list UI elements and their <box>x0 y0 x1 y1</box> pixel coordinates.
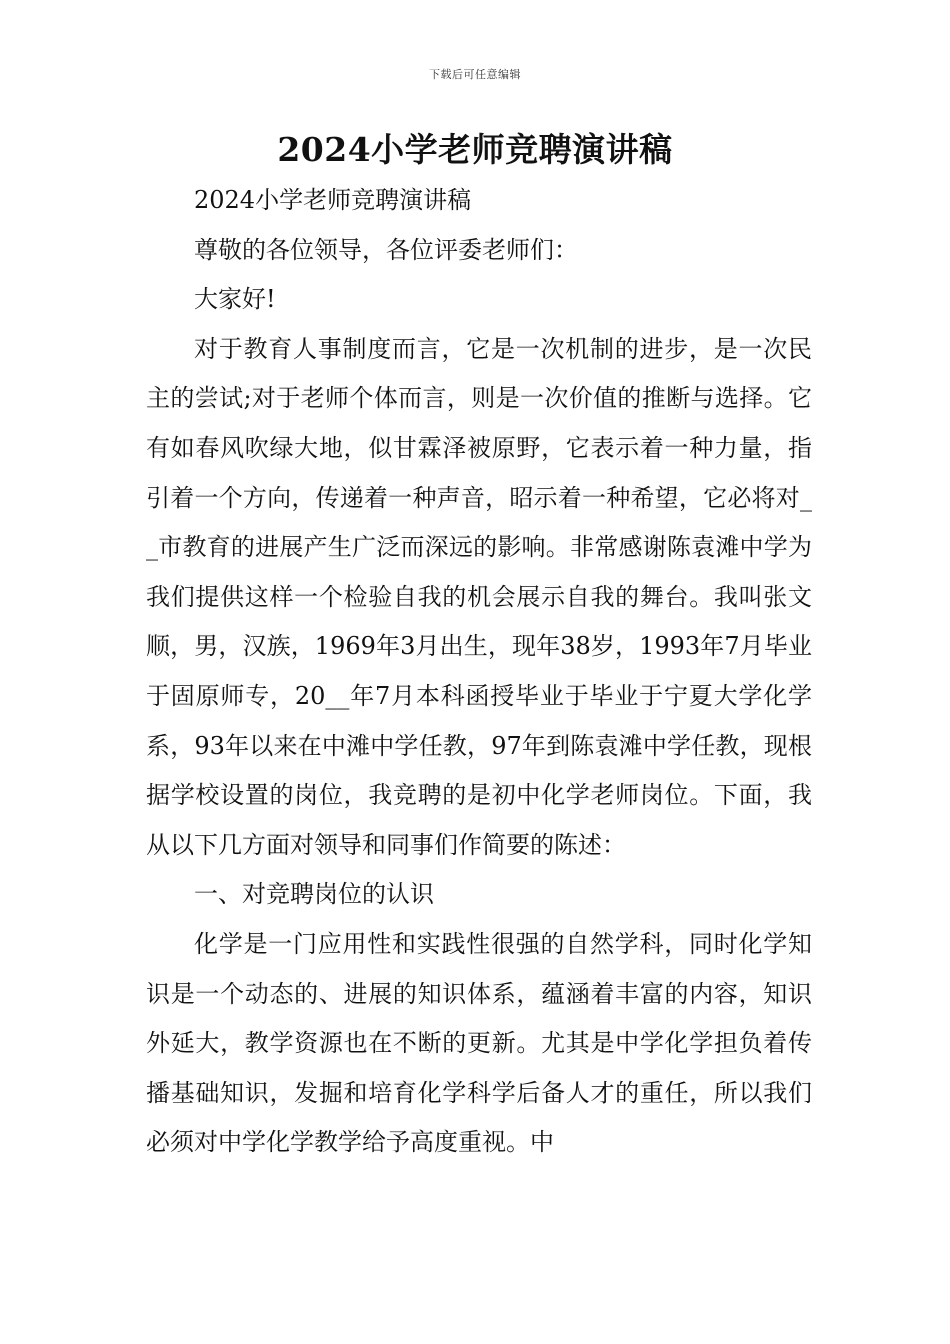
paragraph-salutation: 尊敬的各位领导，各位评委老师们： <box>194 235 578 264</box>
paragraph-subtitle: 2024小学老师竞聘演讲稿 <box>194 186 472 214</box>
header-note: 下载后可任意编辑 <box>429 68 521 81</box>
paragraph-introduction: 对于教育人事制度而言，它是一次机制的进步，是一次民主的尝试;对于老师个体而言，则是一次价值的推断与选择。它有如春风吹绿大地，似甘霖泽被原野，它表示着一种力量，指引着一个方向，传递着一种声音，昭示着一种希望，它必将对__市教育的进展产生广泛而深远的影响。非常感谢陈袁滩中学为我们提供这样一个检验自我的机会展示自我的舞台。我叫张文顺，男，汉族，1969年3月出生，现年38岁，1993年7月毕业于固原师专，20__年7月本科函授毕业于毕业于宁夏大学化学系，93年以来在中滩中学任教，97年到陈袁滩中学任教，现根据学校设置的岗位，我竞聘的是初中化学老师岗位。下面，我从以下几方面对领导和同事们作简要的陈述： <box>146 334 812 859</box>
paragraph-greeting: 大家好! <box>194 285 276 314</box>
document-body <box>146 176 812 1168</box>
document-title: 2024小学老师竞聘演讲稿 <box>277 130 673 169</box>
section-heading: 一、对竞聘岗位的认识 <box>194 880 434 909</box>
paragraph-section-one: 化学是一门应用性和实践性很强的自然学科，同时化学知识是一个动态的、进展的知识体系，蕴涵着丰富的内容，知识外延大，教学资源也在不断的更新。尤其是中学化学担负着传播基础知识，发掘和培育化学科学后备人才的重任，所以我们必须对中学化学教学给予高度重视。中 <box>146 929 812 1157</box>
